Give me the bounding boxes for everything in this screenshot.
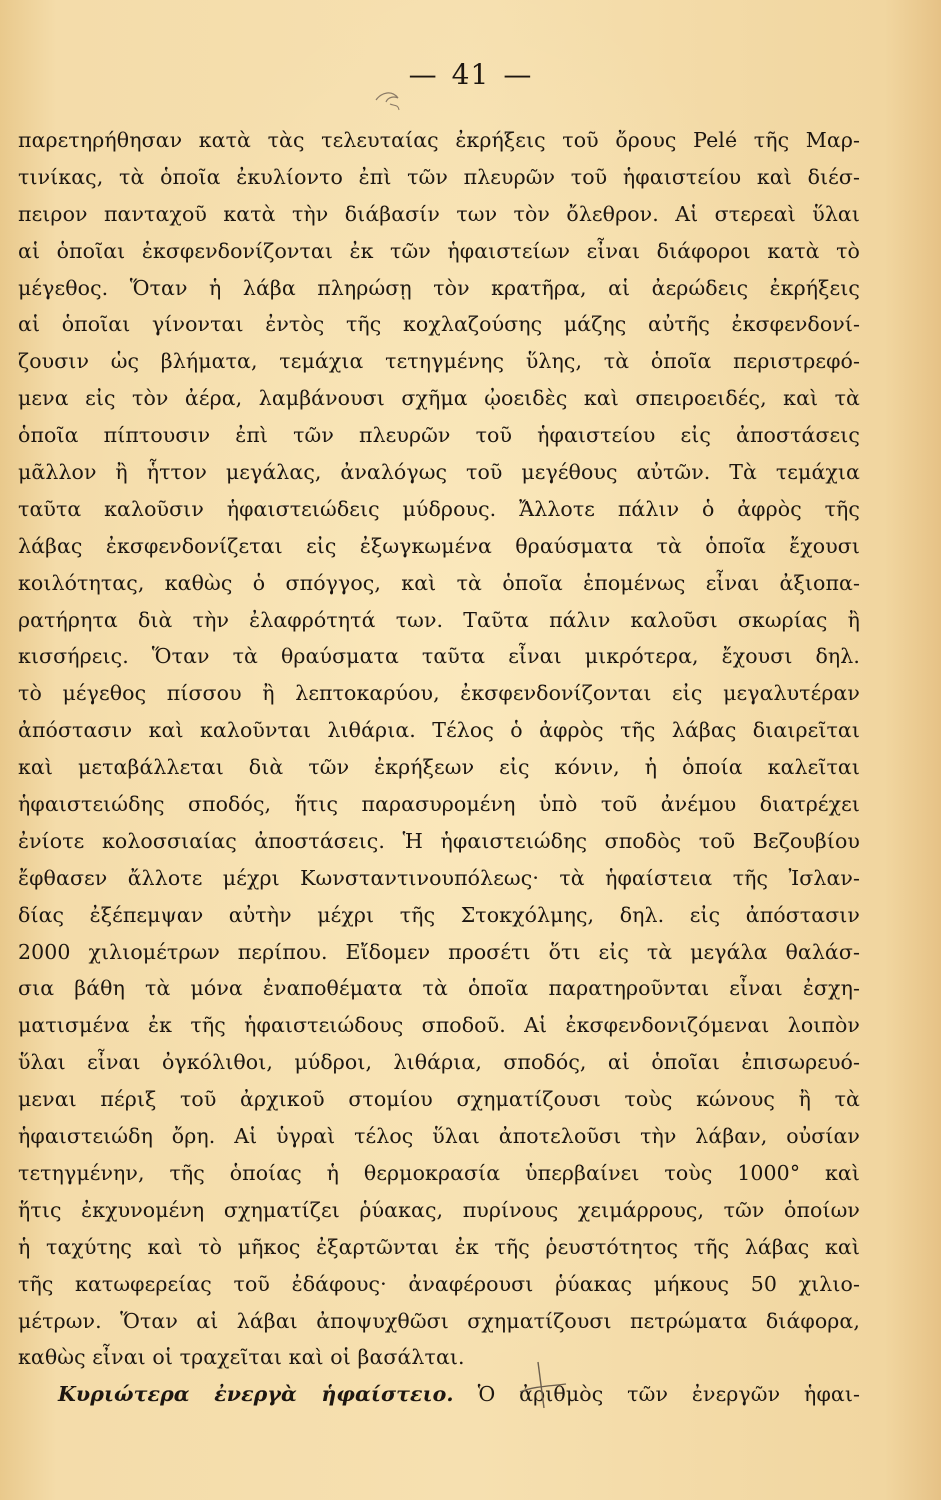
text-line: δίας ἐξέπεμψαν αὐτὴν μέχρι τῆς Στοκχόλμης, δηλ. εἰς ἀπόστασιν: [18, 902, 860, 927]
text-line: καὶ μεταβάλλεται διὰ τῶν ἐκρήξεων εἰς κόνιν, ἡ ὁποία καλεῖται: [18, 755, 860, 780]
text-line: μᾶλλον ἢ ἧττον μεγάλας, ἀναλόγως τοῦ μεγέθους αὐτῶν. Τὰ τεμάχια: [18, 460, 860, 485]
text-line: αἱ ὁποῖαι ἐκσφενδονίζονται ἐκ τῶν ἡφαιστείων εἶναι διάφοροι κατὰ τὸ: [18, 238, 860, 263]
text-line: μέτρων. Ὅταν αἱ λάβαι ἀποψυχθῶσι σχηματίζουσι πετρώματα διάφορα,: [18, 1308, 860, 1333]
text-line: κισσήρεις. Ὅταν τὰ θραύσματα ταῦτα εἶναι μικρότερα, ἔχουσι δηλ.: [18, 644, 860, 669]
body-text: [18, 122, 860, 1413]
text-line: ἥτις ἐκχυνομένη σχηματίζει ῥύακας, πυρίνους χειμάρρους, τῶν ὁποίων: [18, 1197, 860, 1222]
section-text: Ὁ ἀριθμὸς τῶν ἐνεργῶν ἡφαι-: [477, 1382, 861, 1407]
text-line: ἡφαιστειώδης σποδός, ἥτις παρασυρομένη ὑπὸ τοῦ ἀνέμου διατρέχει: [18, 792, 860, 817]
text-line: ἀπόστασιν καὶ καλοῦνται λιθάρια. Τέλος ὁ ἀφρὸς τῆς λάβας διαιρεῖται: [18, 718, 860, 743]
text-line: κοιλότητας, καθὼς ὁ σπόγγος, καὶ τὰ ὁποῖα ἑπομένως εἶναι ἀξιοπα-: [18, 570, 860, 595]
text-line: αἱ ὁποῖαι γίνονται ἐντὸς τῆς κοχλαζούσης μάζης αὐτῆς ἐκσφενδονί-: [18, 312, 860, 337]
text-line: ἔφθασεν ἄλλοτε μέχρι Κωνσταντινουπόλεως· τὰ ἡφαίστεια τῆς Ἰσλαν-: [18, 865, 860, 890]
text-line: 2000 χιλιομέτρων περίπου. Εἴδομεν προσέτι ὅτι εἰς τὰ μεγάλα θαλάσ-: [18, 939, 860, 964]
text-line: ἡφαιστειώδη ὄρη. Αἱ ὑγραὶ τέλος ὕλαι ἀποτελοῦσι τὴν λάβαν, οὐσίαν: [18, 1124, 860, 1149]
text-line: ὁποῖα πίπτουσιν ἐπὶ τῶν πλευρῶν τοῦ ἡφαιστείου εἰς ἀποστάσεις: [18, 423, 860, 448]
text-line: ρατήρητα διὰ τὴν ἐλαφρότητά των. Ταῦτα πάλιν καλοῦσι σκωρίας ἢ: [18, 607, 860, 632]
text-line: μενα εἰς τὸν ἀέρα, λαμβάνουσι σχῆμα ᾠοειδὲς καὶ σπειροειδές, καὶ τὰ: [18, 386, 860, 411]
text-line: τὸ μέγεθος πίσσου ἢ λεπτοκαρύου, ἐκσφενδονίζονται εἰς μεγαλυτέραν: [18, 681, 860, 706]
text-line: μέγεθος. Ὅταν ἡ λάβα πληρώσῃ τὸν κρατῆρα, αἱ ἀερώδεις ἐκρήξεις: [18, 275, 860, 300]
text-line: παρετηρήθησαν κατὰ τὰς τελευταίας ἐκρήξεις τοῦ ὄρους Pelé τῆς Μαρ-: [18, 128, 860, 152]
text-line: τινίκας, τὰ ὁποῖα ἐκυλίοντο ἐπὶ τῶν πλευρῶν τοῦ ἡφαιστείου καὶ διέσ-: [18, 164, 860, 189]
text-line: τῆς κατωφερείας τοῦ ἐδάφους· ἀναφέρουσι ῥύακας μήκους 50 χιλιο-: [18, 1271, 860, 1296]
page-number: — 41 —: [408, 58, 533, 91]
text-line: μεναι πέριξ τοῦ ἀρχικοῦ στομίου σχηματίζουσι τοὺς κώνους ἢ τὰ: [18, 1087, 860, 1112]
text-line: πειρον πανταχοῦ κατὰ τὴν διάβασίν των τὸν ὄλεθρον. Αἱ στερεαὶ ὕλαι: [18, 201, 860, 226]
text-line: ταῦτα καλοῦσιν ἡφαιστειώδεις μύδρους. Ἄλλοτε πάλιν ὁ ἀφρὸς τῆς: [18, 496, 860, 521]
text-line: ἐνίοτε κολοσσιαίας ἀποστάσεις. Ἡ ἡφαιστειώδης σποδὸς τοῦ Βεζουβίου: [18, 828, 860, 853]
text-line: τετηγμένην, τῆς ὁποίας ἡ θερμοκρασία ὑπερβαίνει τοὺς 1000° καὶ: [18, 1160, 860, 1185]
text-line: ὕλαι εἶναι ὀγκόλιθοι, μύδροι, λιθάρια, σποδός, αἱ ὁποῖαι ἐπισωρευό-: [18, 1050, 860, 1075]
section-line: [18, 1376, 860, 1413]
section-heading: Κυριώτερα ἐνεργὰ ἡφαίστειο.: [58, 1382, 454, 1407]
pencil-cross-icon: [500, 1360, 580, 1410]
text-line: ματισμένα ἐκ τῆς ἡφαιστειώδους σποδοῦ. Αἱ ἐκσφενδονιζόμεναι λοιπὸν: [18, 1013, 860, 1038]
text-line: ἡ ταχύτης καὶ τὸ μῆκος ἐξαρτῶνται ἐκ τῆς ῥευστότητος τῆς λάβας καὶ: [18, 1234, 860, 1259]
text-line: καθὼς εἶναι οἱ τραχεῖται καὶ οἱ βασάλται.: [18, 1345, 465, 1370]
text-line: λάβας ἐκσφενδονίζεται εἰς ἐξωγκωμένα θραύσματα τὰ ὁποῖα ἔχουσι: [18, 533, 860, 558]
text-line: ζουσιν ὡς βλήματα, τεμάχια τετηγμένης ὕλης, τὰ ὁποῖα περιστρεφό-: [18, 349, 860, 374]
text-line: σια βάθη τὰ μόνα ἐναποθέματα τὰ ὁποῖα παρατηροῦνται εἶναι ἐσχη-: [18, 976, 860, 1001]
